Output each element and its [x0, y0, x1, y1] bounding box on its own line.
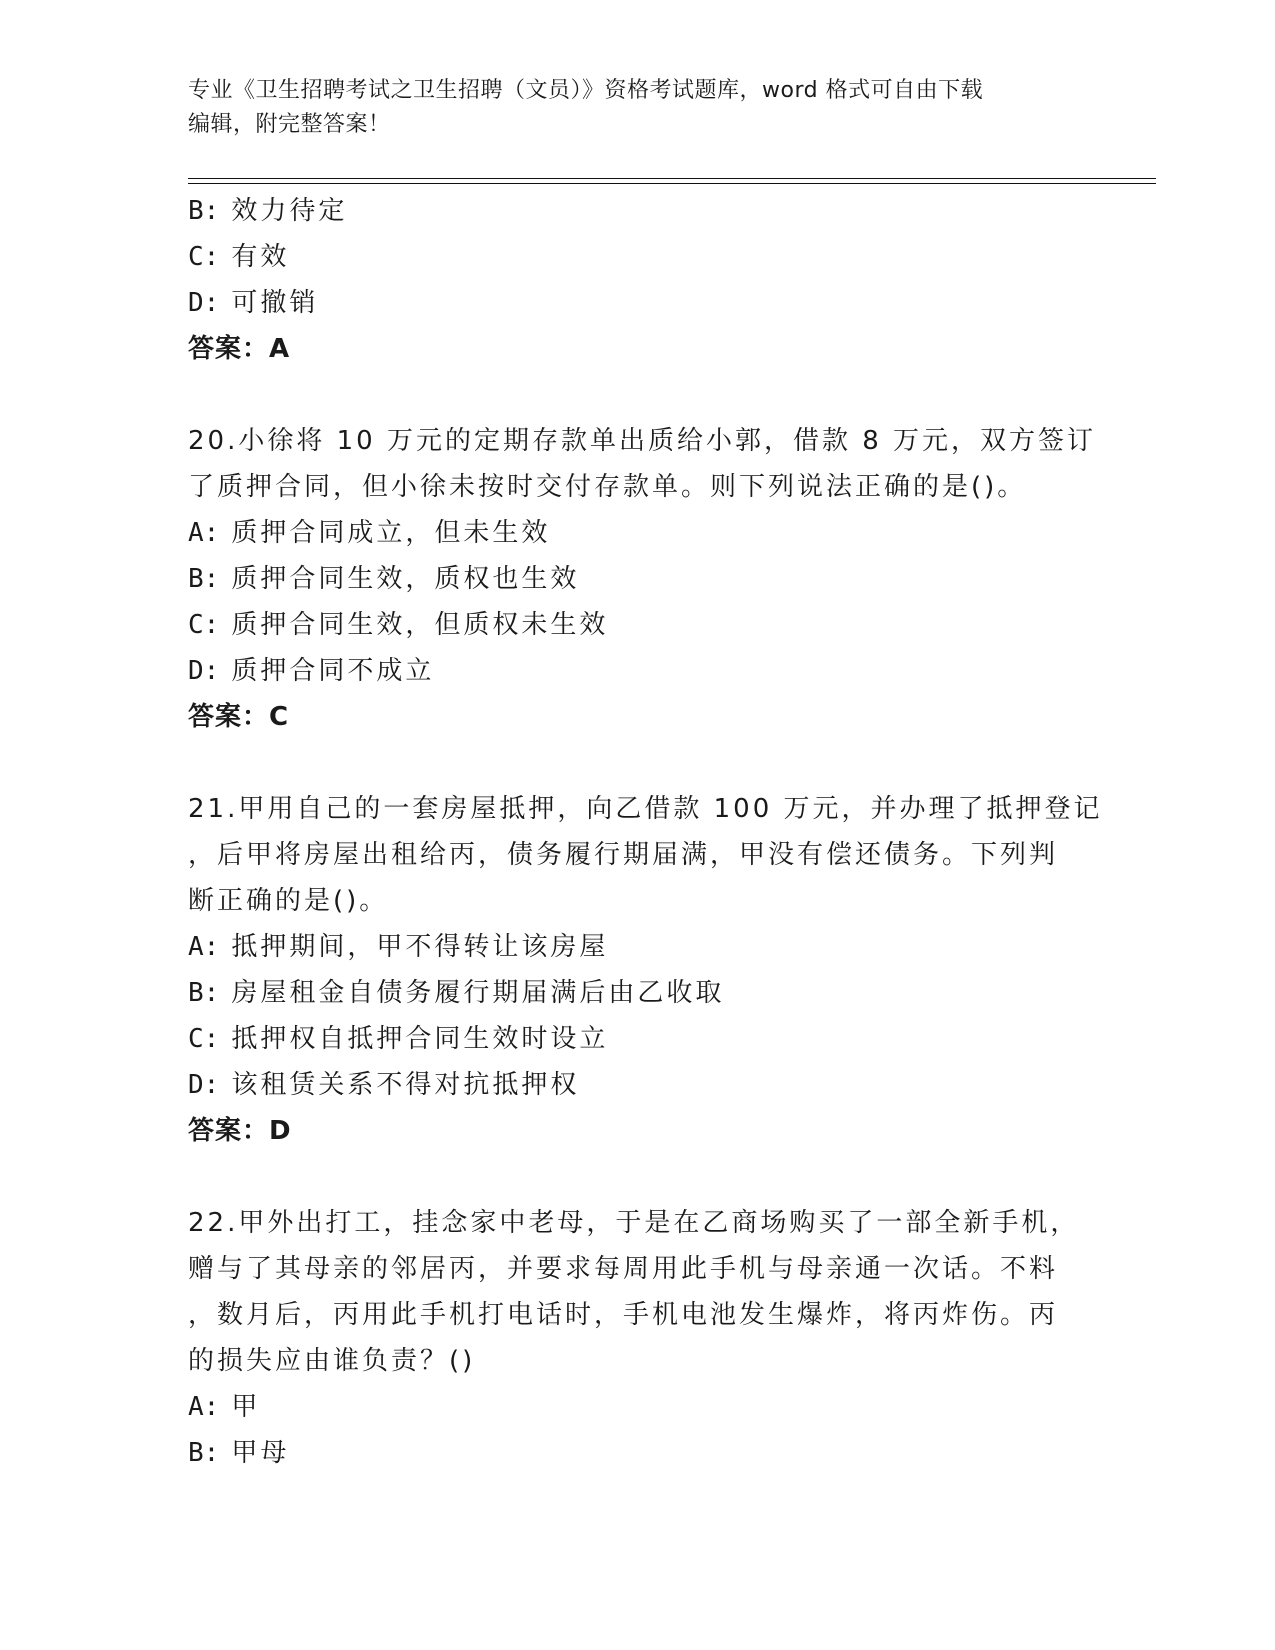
- option-d: D: 质押合同不成立: [188, 656, 435, 686]
- option-c: C: 有效: [188, 242, 290, 272]
- question-text-line: 20.小徐将 10 万元的定期存款单出质给小郭，借款 8 万元，双方签订: [188, 426, 1097, 456]
- question-20: [188, 418, 1097, 740]
- option-c: C: 抵押权自抵押合同生效时设立: [188, 1024, 609, 1054]
- question-text-line: 的损失应由谁负责？(): [188, 1346, 476, 1376]
- answer-line: 答案：C: [188, 702, 290, 732]
- question-text-line: 断正确的是()。: [188, 886, 389, 916]
- question-text-line: ，后甲将房屋出租给丙，债务履行期届满，甲没有偿还债务。下列判: [188, 840, 1059, 870]
- question-22: [188, 1200, 1088, 1476]
- question-content: [188, 188, 1103, 1476]
- option-a: A: 抵押期间，甲不得转让该房屋: [188, 932, 609, 962]
- header-divider-bottom: [188, 183, 1156, 184]
- question-21: [188, 786, 1103, 1154]
- option-b: B: 效力待定: [188, 196, 348, 226]
- option-b: B: 质押合同生效，质权也生效: [188, 564, 580, 594]
- option-d: D: 该租赁关系不得对抗抵押权: [188, 1070, 580, 1100]
- option-a: A: 质押合同成立，但未生效: [188, 518, 551, 548]
- option-b: B: 房屋租金自债务履行期届满后由乙收取: [188, 978, 725, 1008]
- prev-question: [188, 188, 1088, 372]
- header-divider-top: [188, 178, 1156, 179]
- question-text-line: 赠与了其母亲的邻居丙，并要求每周用此手机与母亲通一次话。不料: [188, 1254, 1059, 1284]
- header-line-1: 专业《卫生招聘考试之卫生招聘（文员）》资格考试题库，word 格式可自由下载: [188, 78, 984, 103]
- question-text-line: 22.甲外出打工，挂念家中老母，于是在乙商场购买了一部全新手机，: [188, 1208, 1080, 1238]
- question-text-line: ，数月后，丙用此手机打电话时，手机电池发生爆炸，将丙炸伤。丙: [188, 1300, 1059, 1330]
- document-header: [188, 74, 1088, 142]
- answer-line: 答案：A: [188, 334, 291, 364]
- question-text-line: 了质押合同，但小徐未按时交付存款单。则下列说法正确的是()。: [188, 472, 1027, 502]
- option-d: D: 可撤销: [188, 288, 319, 318]
- option-b: B: 甲母: [188, 1438, 290, 1468]
- option-a: A: 甲: [188, 1392, 261, 1422]
- answer-line: 答案：D: [188, 1116, 292, 1146]
- header-line-2: 编辑，附完整答案！: [188, 112, 391, 137]
- option-c: C: 质押合同生效，但质权未生效: [188, 610, 609, 640]
- question-text-line: 21.甲用自己的一套房屋抵押，向乙借款 100 万元，并办理了抵押登记: [188, 794, 1103, 824]
